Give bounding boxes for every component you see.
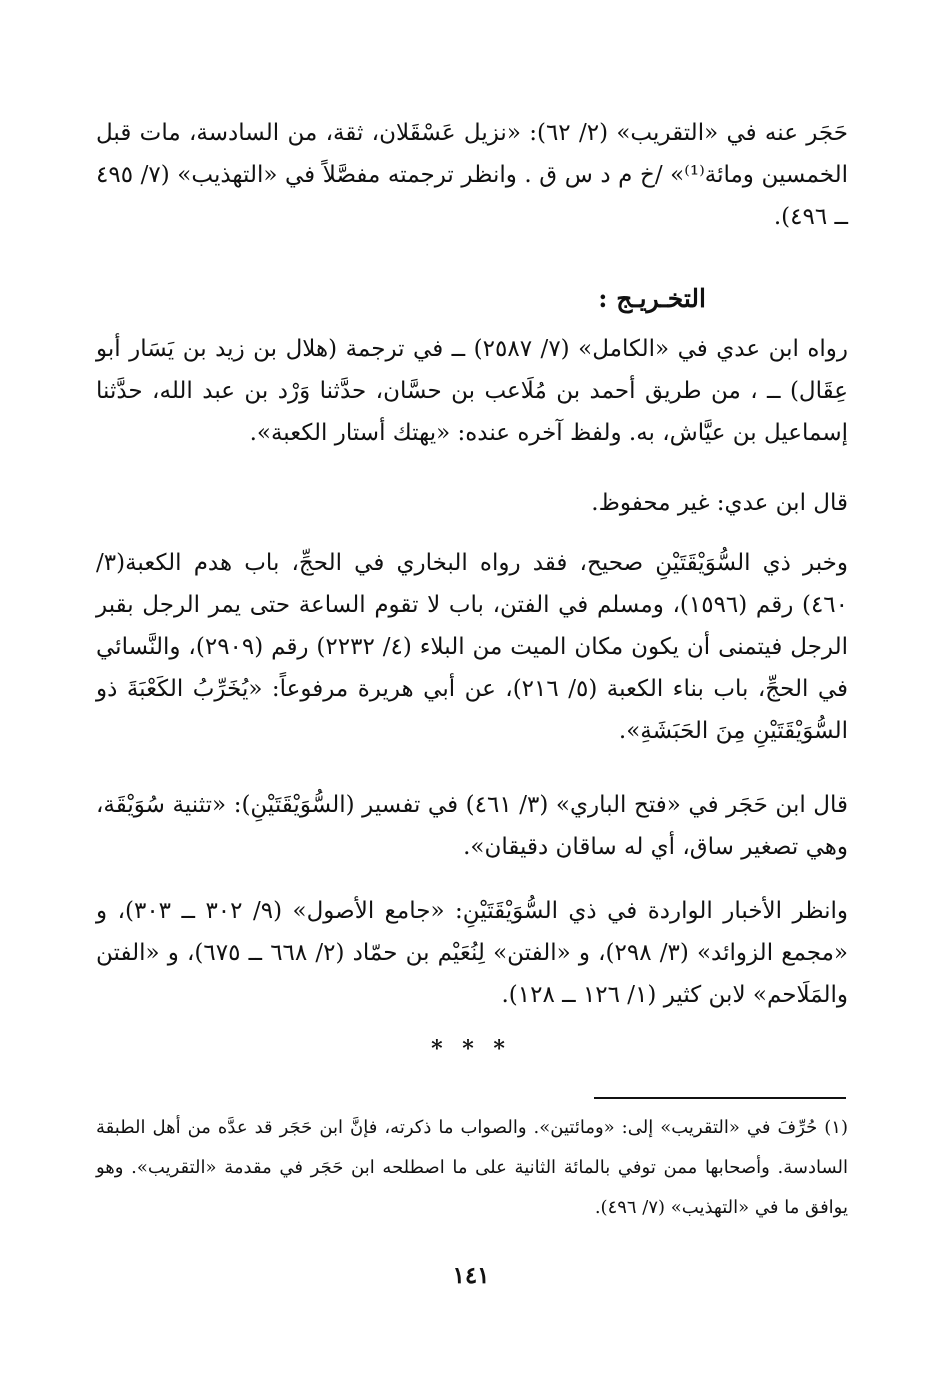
paragraph-ibn-adi-ruling: قال ابن عدي: غير محفوظ.: [591, 490, 848, 516]
footnote-divider: [594, 1097, 846, 1099]
paragraph-fath-al-bari: قال ابن حَجَر في «فتح الباري» (٣/ ٤٦١) في تفسير (السُّوَيْقَتَيْنِ): «تثنية سُوَيْقَة، وهي تصغير ساق، أي له ساقان دقيقان».: [96, 792, 849, 860]
section-heading-takhrij: التخـريـج :: [598, 284, 706, 313]
page-number: ١٤١: [452, 1262, 490, 1289]
paragraph-narrator-bio: حَجَر عنه في «التقريب» (٢/ ٦٢): «نزيل عَسْقَلان، ثقة، من السادسة، مات قبل الخمسين ومائة⁽¹⁾» /خ م د س ق . وانظر ترجمته مفصَّلاً في «التهذيب» (٧/ ٤٩٥ ــ ٤٩٦).: [96, 120, 848, 230]
paragraph-ibn-adi-narration: رواه ابن عدي في «الكامل» (٧/ ٢٥٨٧) ــ في ترجمة (هلال بن زيد بن يَسَار أبو عِقَال) ــ ، من طريق أحمد بن مُلَاعب بن حسَّان، حدَّثنا وَرْد بن عبد الله، حدَّثنا إسماعيل بن عيَّاش، به. ولفظ آخره عنده: «يهتك أستار الكعبة».: [96, 336, 849, 446]
paragraph-further-references: وانظر الأخبار الواردة في ذي السُّوَيْقَتَيْنِ: «جامع الأصول» (٩/ ٣٠٢ ــ ٣٠٣)، و «مجمع الزوائد» (٣/ ٢٩٨)، و «الفتن» لِنُعَيْم بن حمّاد (٢/ ٦٦٨ ــ ٦٧٥)، و «الفتن والمَلَاحم» لابن كثير (١/ ١٢٦ ــ ١٢٨).: [96, 898, 849, 1008]
footnote-1: (١) حُرِّفَ في «التقريب» إلى: «ومائتين». والصواب ما ذكرته، فإنَّ ابن حَجَر قد عدَّه من أهل الطبقة السادسة. وأصحابها ممن توفي بالمائة الثانية على ما اصطلحه ابن حَجَر في مقدمة «التقريب». وهو يوافق ما في «التهذيب» (٧/ ٤٩٦).: [96, 1117, 848, 1218]
section-separator: * * *: [431, 1036, 511, 1062]
paragraph-sahih-sources: وخبر ذي السُّوَيْقَتَيْنِ صحيح، فقد رواه البخاري في الحجِّ، باب هدم الكعبة(٣/ ٤٦٠) رقم (١٥٩٦)، ومسلم في الفتن، باب لا تقوم الساعة حتى يمر الرجل بقبر الرجل فيتمنى أن يكون مكان الميت من البلاء (٤/ ٢٢٣٢) رقم (٢٩٠٩)، والنَّسائي في الحجِّ، باب بناء الكعبة (٥/ ٢١٦)، عن أبي هريرة مرفوعاً: «يُخَرِّبُ الكَعْبَةَ ذو السُّوَيْقَتَيْنِ مِنَ الحَبَشَةِ».: [96, 550, 848, 744]
